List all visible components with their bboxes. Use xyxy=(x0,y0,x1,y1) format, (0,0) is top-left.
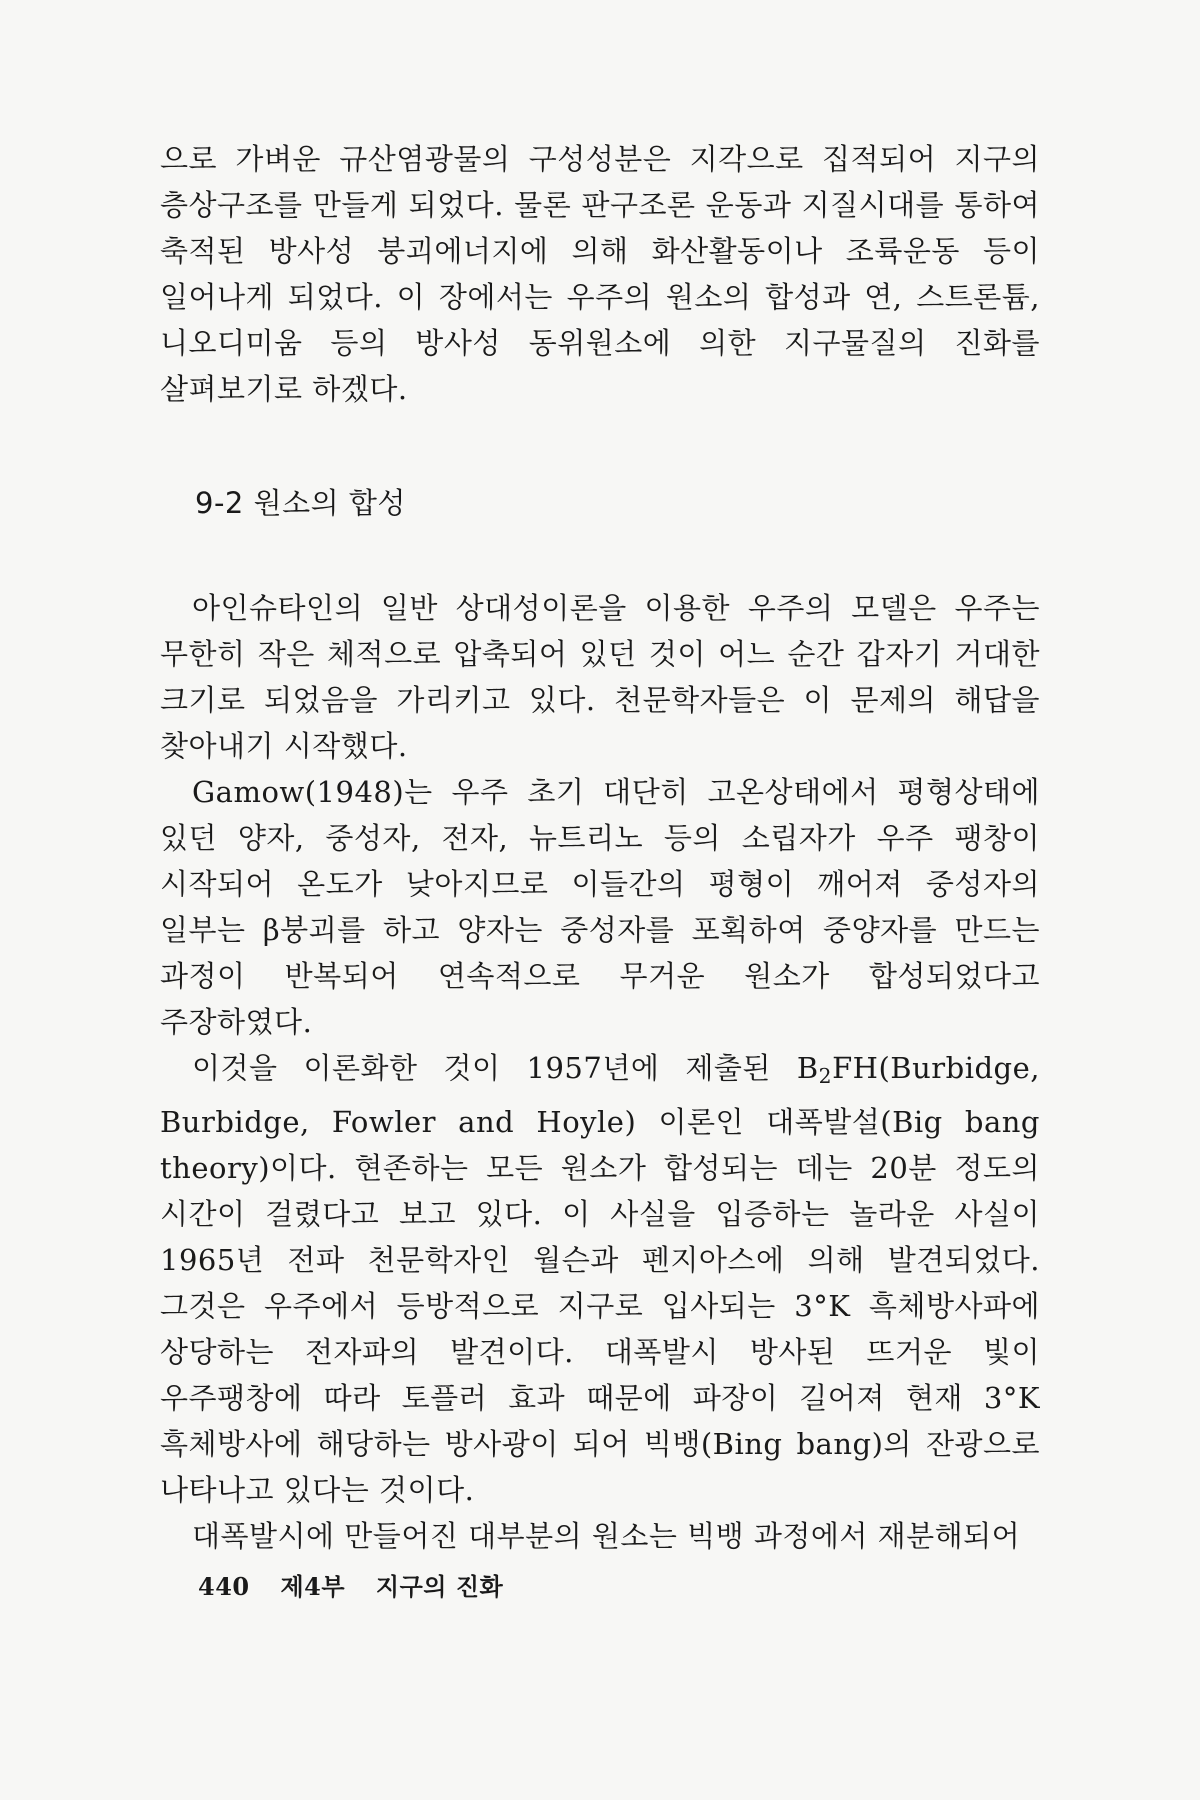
section-heading: 9-2 원소의 합성 xyxy=(195,486,406,520)
paragraph-3-text-b: FH(Burbidge, Burbidge, Fowler and Hoyle) 이론인 대폭발설(Big bang theory)이다. 현존하는 모든 원소가 합성되는 데는 20분 정도의 시간이 걸렸다고 보고 있다. 이 사실을 입증하는 놀라운 사실이 1965년 전파 천문학자인 월슨과 펜지아스에 의해 발견되었다. 그것은 우주에서 등방적으로 지구로 입사되는 3°K 흑체방사파에 상당하는 전자파의 발견이다. 대폭발시 방사된 뜨거운 빛이 우주팽창에 따라 토플러 효과 때문에 파장이 길어져 현재 3°K 흑체방사에 해당하는 방사광이 되어 빅뱅(Bing bang)의 잔광으로 나타나고 있다는 것이다. xyxy=(160,1051,1040,1508)
section-body xyxy=(160,585,1040,1559)
section-paragraph-1: 아인슈타인의 일반 상대성이론을 이용한 우주의 모델은 우주는 무한히 작은 체적으로 압축되어 있던 것이 어느 순간 갑자기 거대한 크기로 되었음을 가리키고 있다. 천문학자들은 이 문제의 해답을 찾아내기 시작했다. xyxy=(160,591,1040,763)
section-paragraph-4: 대폭발시에 만들어진 대부분의 원소는 빅뱅 과정에서 재분해되어 xyxy=(192,1519,1021,1554)
page-footer xyxy=(198,1567,525,1602)
section-paragraph-3 xyxy=(160,1045,1040,1513)
section-paragraph-2: Gamow(1948)는 우주 초기 대단히 고온상태에서 평형상태에 있던 양자, 중성자, 전자, 뉴트리노 등의 소립자가 우주 팽창이 시작되어 온도가 낮아지므로 이들간의 평형이 깨어져 중성자의 일부는 β붕괴를 하고 양자는 중성자를 포획하여 중양자를 만드는 과정이 반복되어 연속적으로 무거운 원소가 합성되었다고 주장하였다. xyxy=(160,775,1040,1039)
chapter-title: 지구의 진화 xyxy=(375,1572,504,1601)
intro-paragraph: 으로 가벼운 규산염광물의 구성성분은 지각으로 집적되어 지구의 층상구조를 만들게 되었다. 물론 판구조론 운동과 지질시대를 통하여 축적된 방사성 붕괴에너지에 의해 화산활동이나 조륙운동 등이 일어나게 되었다. 이 장에서는 우주의 원소의 합성과 연, 스트론튬, 니오디미움 등의 방사성 동위원소에 의한 지구물질의 진화를 살펴보기로 하겠다. xyxy=(160,142,1040,406)
part-label: 제4부 xyxy=(280,1572,346,1601)
page-number: 440 xyxy=(198,1572,250,1601)
paragraph-3-text-a: 이것을 이론화한 것이 1957년에 제출된 B xyxy=(192,1051,819,1085)
intro-block xyxy=(160,136,1040,412)
subscript-two: 2 xyxy=(818,1064,833,1089)
